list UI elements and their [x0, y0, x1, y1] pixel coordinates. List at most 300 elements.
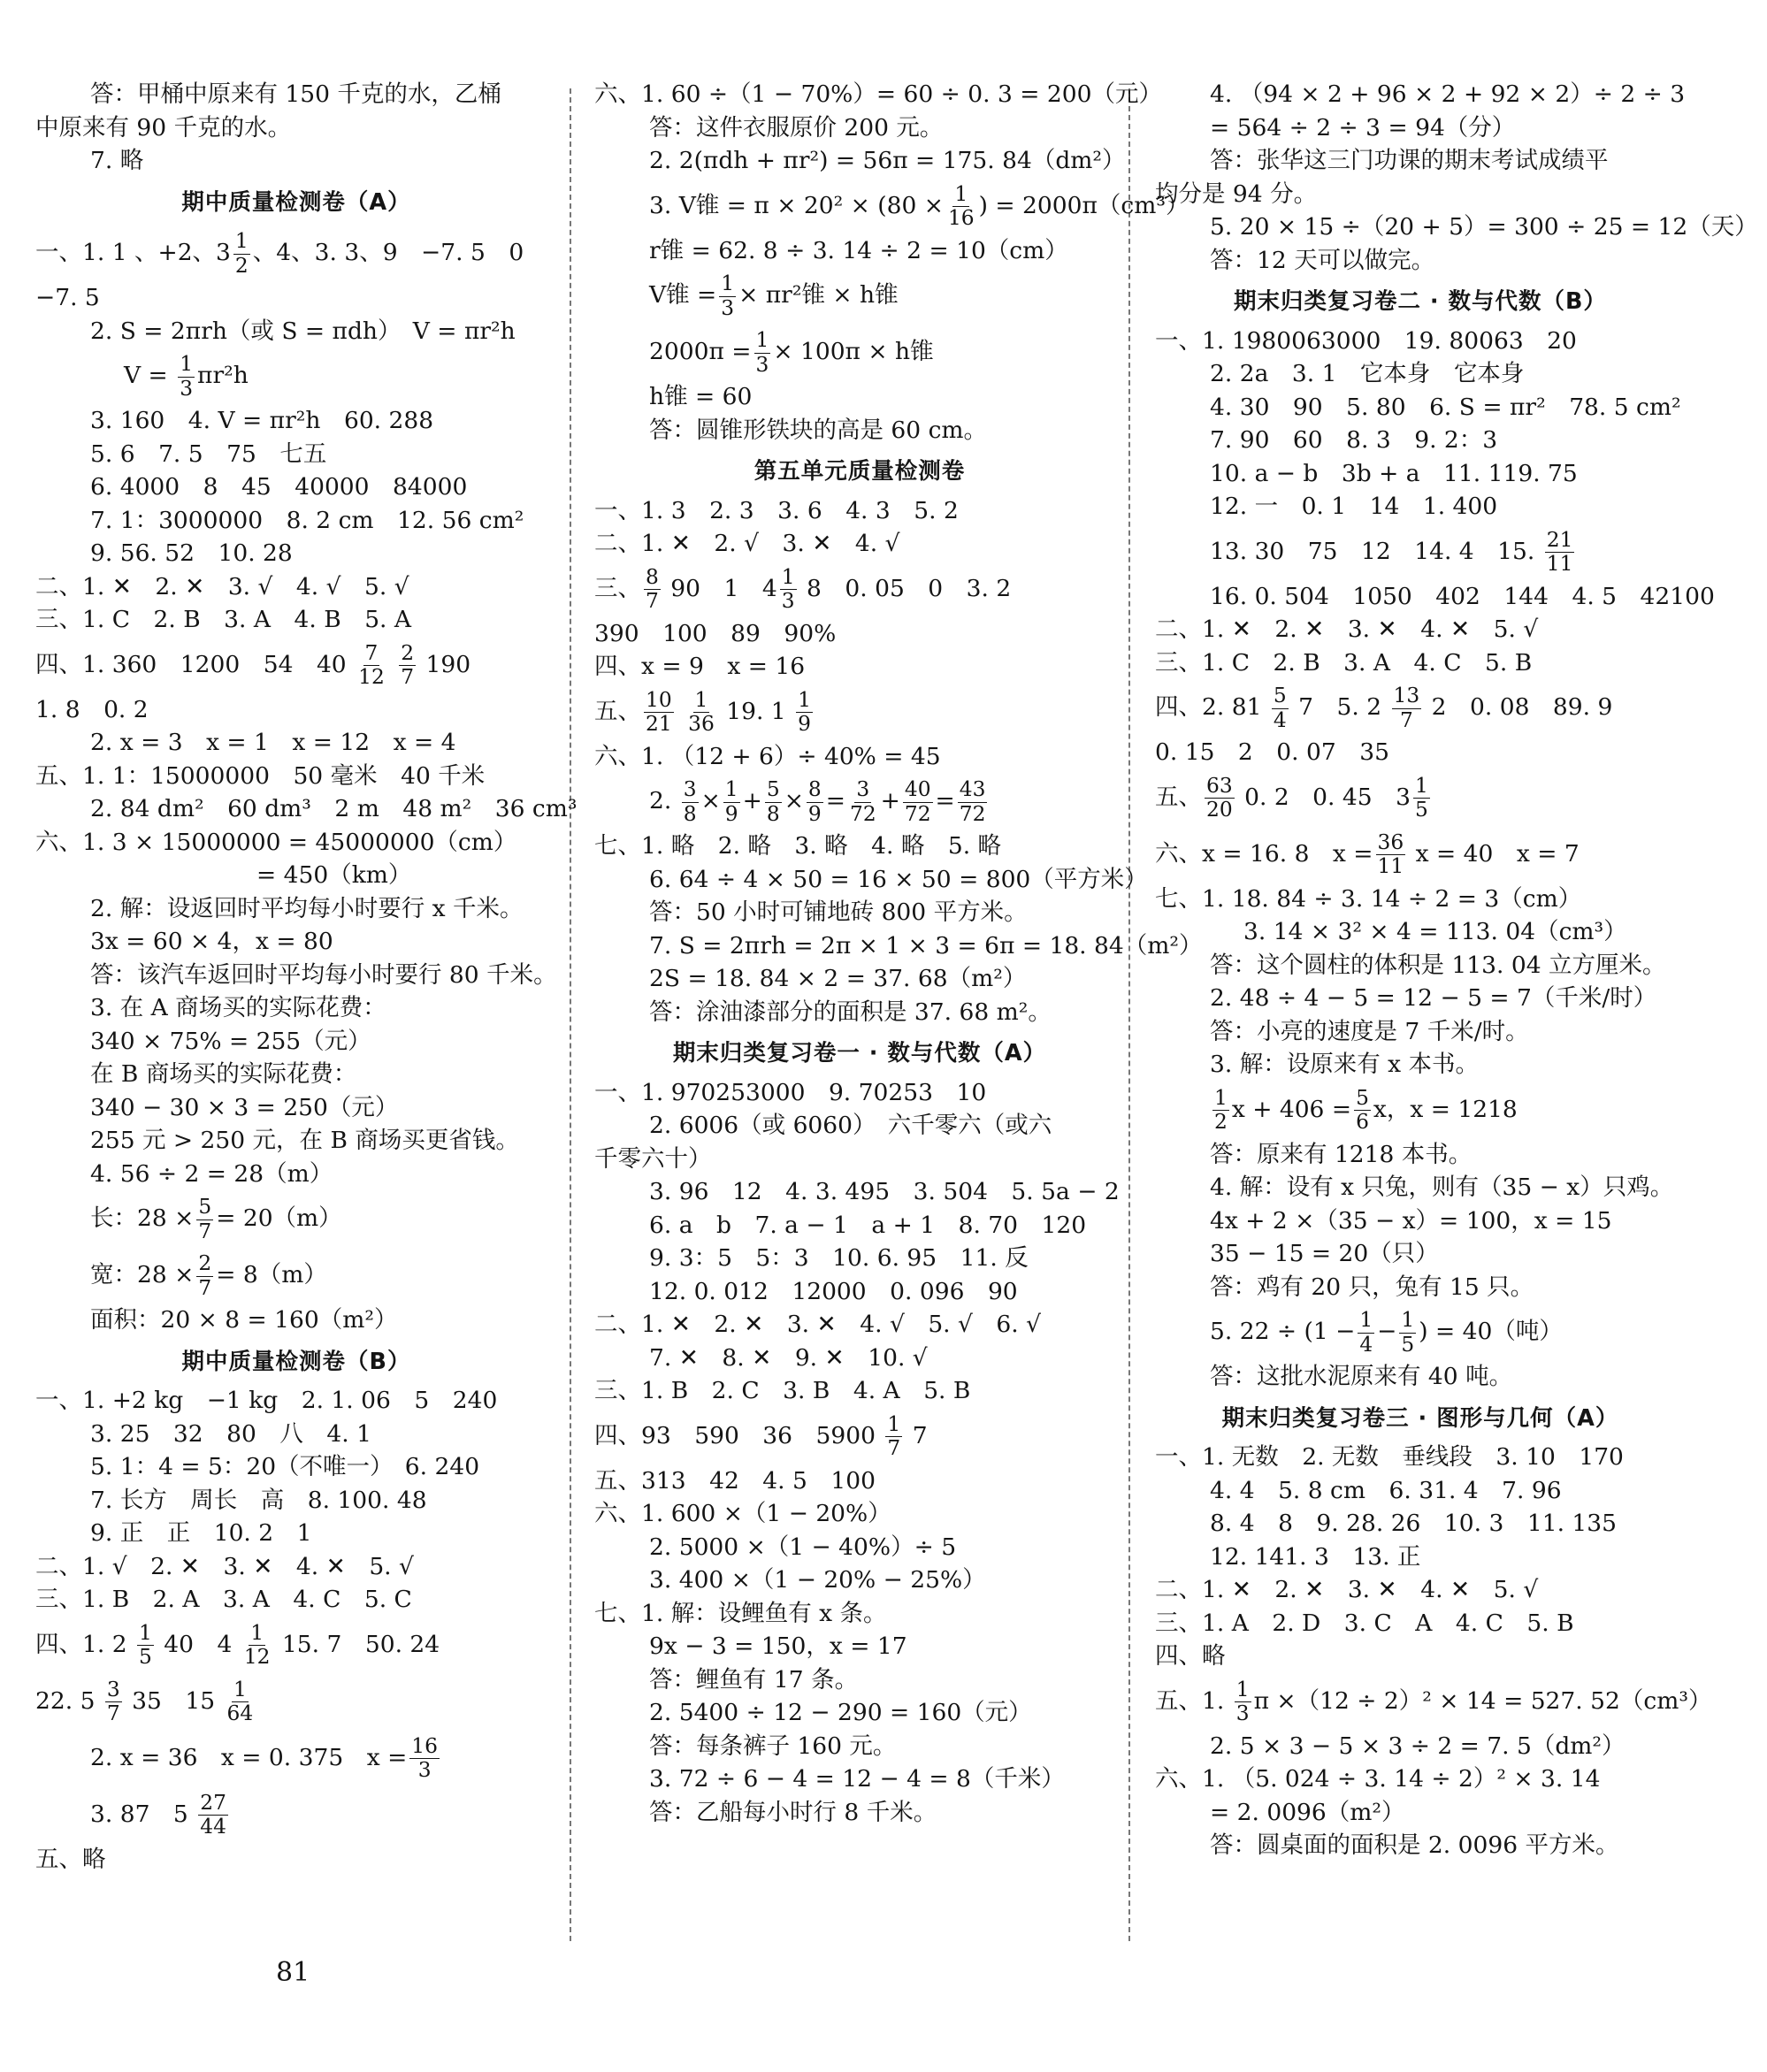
- fraction: [399, 642, 416, 689]
- fraction-denominator: 3: [180, 376, 194, 401]
- fraction: [1212, 1087, 1229, 1134]
- text-line: 4. 30 90 5. 80 6. S = πr² 78. 5 cm²: [1210, 393, 1681, 421]
- text-line: 答：12 天可以做完。: [1210, 246, 1435, 274]
- fraction-denominator: 20: [1206, 798, 1233, 822]
- fraction: [1358, 1309, 1374, 1356]
- text-line: 三、1. C 2. B 3. A 4. B 5. A: [35, 606, 412, 633]
- text-segment: × 100π × h锥: [773, 338, 934, 365]
- fraction-denominator: 5: [139, 1645, 152, 1669]
- fraction-denominator: 7: [198, 1275, 212, 1300]
- text-line: 9. 56. 52 10. 28: [90, 539, 293, 567]
- text-line: = 564 ÷ 2 ÷ 3 = 94（分）: [1210, 113, 1516, 141]
- answer-column-1: [35, 78, 578, 1876]
- text-line: = 450（km）: [256, 861, 412, 889]
- text-line: 二、1. ✕ 2. ✕ 3. ✕ 4. √ 5. √ 6. √: [594, 1311, 1042, 1338]
- text-line: 340 × 75% = 255（元）: [90, 1027, 371, 1055]
- text-line: 一、1. 970253000 9. 70253 10: [594, 1078, 987, 1106]
- text-line: 答：圆桌面的面积是 2. 0096 平方米。: [1210, 1831, 1619, 1859]
- text-line: 答：张华这三门功课的期末考试成绩平: [1210, 147, 1609, 174]
- text-line: 一、1. 3 2. 3 3. 6 4. 3 5. 2: [594, 496, 959, 524]
- text-segment: = 20（m）: [216, 1204, 342, 1232]
- text-segment: x = 40 x = 7: [1415, 839, 1580, 868]
- text-line: [594, 267, 1125, 324]
- text-line: 七、1. 18. 84 ÷ 3. 14 ÷ 2 = 3（cm）: [1155, 884, 1582, 913]
- text-segment: 三、: [594, 574, 641, 602]
- text-line: [35, 348, 557, 404]
- fraction: [198, 1792, 228, 1839]
- text-line: [594, 1408, 1125, 1464]
- text-line: 2. 5 × 3 − 5 × 3 ÷ 2 = 7. 5（dm²）: [1210, 1732, 1625, 1760]
- fraction-numerator: 21: [1546, 527, 1573, 552]
- text-segment: 2. x = 36 x = 0. 375 x =: [90, 1743, 408, 1771]
- fraction: [719, 272, 736, 319]
- text-line: 答：乙船每小时行 8 千米。: [649, 1798, 937, 1826]
- text-line: [1155, 826, 1686, 883]
- fraction: [356, 642, 386, 689]
- text-line: 答：原来有 1218 本书。: [1210, 1140, 1472, 1168]
- text-line: 均分是 94 分。: [1155, 180, 1318, 208]
- fraction-denominator: 3: [781, 589, 795, 613]
- text-line: 五、313 42 4. 5 100: [594, 1466, 876, 1495]
- fraction-numerator: 1: [954, 181, 968, 206]
- text-line: 5. 6 7. 5 75 七五: [90, 440, 327, 468]
- fraction-denominator: 7: [401, 665, 415, 689]
- fraction-denominator: 3: [721, 295, 735, 320]
- text-line: 面积：20 × 8 = 160（m²）: [90, 1306, 398, 1334]
- text-line: 一、1. +2 kg −1 kg 2. 1. 06 5 240: [35, 1387, 498, 1414]
- fraction-numerator: 1: [721, 271, 735, 296]
- text-segment: 四、93 590 36 5900: [594, 1421, 876, 1449]
- fraction: [1413, 775, 1430, 822]
- text-line: [594, 773, 1125, 830]
- text-line: 二、1. √ 2. ✕ 3. ✕ 4. ✕ 5. √: [35, 1552, 414, 1580]
- text-segment: πr²h: [197, 362, 249, 389]
- text-line: 答：这件衣服原价 200 元。: [649, 113, 944, 141]
- text-line: 答：50 小时可铺地砖 800 平方米。: [649, 898, 1028, 926]
- fraction: [1205, 775, 1235, 822]
- text-segment: = 8（m）: [216, 1261, 327, 1288]
- text-segment: 一、1. 1 、+2、3: [35, 239, 231, 266]
- text-line: 6. 4000 8 45 40000 84000: [90, 473, 468, 501]
- fraction: [196, 1196, 213, 1242]
- text-segment: +: [880, 787, 900, 814]
- text-line: −7. 5: [35, 284, 100, 311]
- text-line: 3. 14 × 3² × 4 = 113. 04（cm³）: [1243, 918, 1627, 945]
- fraction-numerator: 7: [364, 640, 379, 665]
- text-segment: 35 15: [132, 1686, 216, 1715]
- text-line: 1. 8 0. 2: [35, 695, 149, 723]
- fraction-numerator: 1: [180, 352, 194, 377]
- section-heading: 期末归类复习卷三 · 图形与几何（A）: [1221, 1404, 1619, 1432]
- text-segment: −: [1377, 1318, 1397, 1345]
- text-segment: 五、: [1155, 783, 1202, 811]
- text-line: 2. 5000 ×（1 − 40%）÷ 5: [649, 1533, 957, 1561]
- fraction-numerator: 5: [198, 1195, 212, 1219]
- text-line: 4. 解：设有 x 只兔，则有（35 − x）只鸡。: [1210, 1174, 1674, 1201]
- text-line: 35 − 15 = 20（只）: [1210, 1240, 1439, 1267]
- column-divider-left: [570, 88, 571, 1941]
- text-line: 六、1. （12 + 6）÷ 40% = 45: [594, 742, 941, 770]
- fraction-numerator: 5: [766, 777, 780, 802]
- text-line: 4. （94 × 2 + 96 × 2 + 92 × 2）÷ 2 ÷ 3: [1210, 80, 1686, 108]
- fraction-numerator: 1: [250, 1620, 264, 1645]
- fraction: [1354, 1087, 1371, 1134]
- text-line: 3. 在 A 商场买的实际花费：: [90, 994, 386, 1021]
- text-segment: × πr²锥 × h锥: [738, 281, 899, 309]
- text-line: 七、1. 略 2. 略 3. 略 4. 略 5. 略: [594, 832, 1002, 860]
- fraction: [807, 778, 823, 825]
- text-segment: 2000π =: [649, 338, 752, 365]
- text-line: 3. 解：设原来有 x 本书。: [1210, 1051, 1479, 1078]
- fraction-denominator: 7: [1399, 707, 1413, 732]
- text-line: 3x = 60 × 4，x = 80: [90, 928, 333, 955]
- text-segment: 22. 5: [35, 1686, 96, 1715]
- text-line: 答：鲤鱼有 17 条。: [649, 1665, 859, 1694]
- text-line: [594, 684, 1125, 740]
- text-line: 六、1. 60 ÷（1 − 70%）= 60 ÷ 0. 3 = 200（元）: [594, 80, 1162, 108]
- text-line: 六、1. （5. 024 ÷ 3. 14 ÷ 2）² × 3. 14: [1155, 1765, 1601, 1793]
- text-line: 2. 5400 ÷ 12 − 290 = 160（元）: [649, 1699, 1032, 1726]
- text-segment: ) = 2000π（cm³）: [978, 191, 1189, 219]
- fraction-denominator: 3: [1235, 1701, 1250, 1725]
- text-line: [594, 561, 1125, 617]
- text-line: 二、1. ✕ 2. ✕ 3. ✕ 4. ✕ 5. √: [1155, 1576, 1539, 1603]
- fraction-denominator: 72: [959, 801, 986, 826]
- section-heading: 期中质量检测卷（B）: [181, 1348, 411, 1375]
- text-line: 12. 0. 012 12000 0. 096 90: [649, 1277, 1018, 1305]
- fraction-denominator: 7: [198, 1219, 212, 1243]
- fraction: [1545, 529, 1575, 576]
- fraction: [409, 1735, 440, 1782]
- text-line: 答：这批水泥原来有 40 吨。: [1210, 1363, 1513, 1390]
- fraction-numerator: 43: [959, 777, 986, 802]
- text-segment: 五、1.: [1155, 1686, 1225, 1715]
- section-heading: 期末归类复习卷一 · 数与代数（A）: [672, 1040, 1047, 1067]
- fraction-denominator: 3: [755, 352, 769, 377]
- text-line: [35, 1673, 557, 1730]
- text-line: 五、1. 1：15000000 50 毫米 40 千米: [35, 761, 486, 790]
- text-line: 答：甲桶中原来有 150 千克的水，乙桶: [90, 80, 501, 108]
- text-line: 3. 25 32 80 八 4. 1: [90, 1419, 371, 1448]
- text-segment: 四、1. 360 1200 54 40: [35, 650, 347, 678]
- fraction-numerator: 27: [200, 1790, 226, 1815]
- text-line: 12. 一 0. 1 14 1. 400: [1210, 493, 1498, 520]
- fraction-numerator: 3: [106, 1677, 120, 1701]
- text-segment: ×: [784, 787, 804, 814]
- fraction: [644, 566, 661, 613]
- text-line: 390 100 89 90%: [594, 619, 837, 647]
- text-line: 7. 略: [90, 147, 144, 174]
- text-segment: 19. 1: [726, 697, 786, 725]
- text-line: 12. 141. 3 13. 正: [1210, 1542, 1421, 1571]
- fraction-denominator: 11: [1377, 854, 1404, 878]
- text-line: 2. 2(πdh + πr²) = 56π = 175. 84（dm²）: [649, 147, 1126, 174]
- fraction: [723, 778, 740, 825]
- text-line: 答：每条裤子 160 元。: [649, 1732, 897, 1760]
- fraction: [686, 689, 716, 736]
- text-line: 7. 1：3000000 8. 2 cm 12. 56 cm²: [90, 506, 524, 534]
- fraction-numerator: 2: [198, 1251, 212, 1276]
- fraction: [1399, 1309, 1416, 1356]
- text-line: 千零六十）: [594, 1144, 712, 1173]
- fraction: [1272, 684, 1289, 731]
- fraction-denominator: 6: [1356, 1110, 1369, 1134]
- fraction-numerator: 1: [233, 1677, 247, 1701]
- fraction-numerator: 1: [234, 229, 249, 254]
- text-segment: ) = 40（吨）: [1419, 1318, 1563, 1345]
- text-segment: 2.: [649, 787, 672, 814]
- fraction-denominator: 16: [947, 206, 975, 230]
- text-segment: 15. 7 50. 24: [281, 1630, 440, 1658]
- fraction: [1376, 831, 1406, 878]
- text-line: [35, 1730, 557, 1786]
- text-line: 2S = 18. 84 × 2 = 37. 68（m²）: [649, 965, 1027, 992]
- text-line: 一、1. 无数 2. 无数 垂线段 3. 10 170: [1155, 1443, 1624, 1471]
- fraction-numerator: 1: [1401, 1308, 1415, 1333]
- text-line: = 2. 0096（m²）: [1210, 1798, 1405, 1826]
- fraction: [196, 1252, 213, 1299]
- fraction-numerator: 5: [1273, 684, 1287, 708]
- text-line: 8. 4 8 9. 28. 26 10. 3 11. 135: [1210, 1510, 1617, 1537]
- fraction-numerator: 1: [694, 687, 708, 712]
- fraction-numerator: 1: [781, 564, 795, 589]
- text-line: 7. S = 2πrh = 2π × 1 × 3 = 6π = 18. 84（m²）: [649, 931, 1203, 960]
- text-line: 10. a − b 3b + a 11. 119. 75: [1210, 459, 1578, 487]
- fraction: [958, 778, 988, 825]
- text-segment: 90 1 4: [670, 574, 777, 602]
- fraction: [644, 689, 674, 736]
- text-line: 3. 400 ×（1 − 20% − 25%）: [649, 1566, 986, 1594]
- text-segment: 四、1. 2: [35, 1630, 127, 1658]
- text-segment: ×: [700, 787, 721, 814]
- fraction: [754, 329, 771, 376]
- fraction-numerator: 40: [904, 777, 931, 802]
- fraction-denominator: 9: [724, 801, 738, 826]
- text-line: 0. 15 2 0. 07 35: [1155, 738, 1389, 766]
- fraction-denominator: 5: [1401, 1332, 1415, 1357]
- fraction-denominator: 5: [1414, 798, 1428, 822]
- fraction-numerator: 36: [1377, 830, 1404, 854]
- fraction-numerator: 2: [401, 640, 415, 665]
- text-line: 7. 90 60 8. 3 9. 2：3: [1210, 426, 1498, 454]
- text-segment: 长：28 ×: [90, 1204, 195, 1232]
- text-line: 一、1. 1980063000 19. 80063 20: [1155, 326, 1577, 355]
- text-line: 六、1. 600 ×（1 − 20%）: [594, 1500, 891, 1527]
- text-line: 二、1. ✕ 2. ✕ 3. ✕ 4. ✕ 5. √: [1155, 615, 1539, 643]
- text-line: 答：鸡有 20 只，兔有 15 只。: [1210, 1273, 1534, 1301]
- text-line: 3. 160 4. V = πr²h 60. 288: [90, 407, 434, 434]
- column-divider-right: [1128, 88, 1130, 1941]
- fraction-denominator: 8: [766, 801, 780, 826]
- fraction-denominator: 44: [200, 1815, 226, 1839]
- text-segment: 六、x = 16. 8 x =: [1155, 839, 1373, 868]
- fraction-numerator: 1: [755, 328, 769, 353]
- text-line: 在 B 商场买的实际花费：: [90, 1060, 357, 1088]
- text-line: 三、1. B 2. A 3. A 4. C 5. C: [35, 1586, 412, 1613]
- fraction-denominator: 7: [646, 589, 659, 613]
- text-segment: 13. 30 75 12 14. 4 15.: [1210, 537, 1535, 565]
- text-line: 答：这个圆柱的体积是 113. 04 立方厘米。: [1210, 951, 1666, 979]
- text-segment: 8 0. 05 0 3. 2: [807, 574, 1012, 602]
- fraction-numerator: 63: [1206, 773, 1233, 798]
- fraction-denominator: 3: [417, 1758, 432, 1782]
- fraction-denominator: 11: [1546, 552, 1573, 576]
- text-segment: 7: [912, 1421, 928, 1449]
- fraction-numerator: 1: [1414, 773, 1428, 798]
- text-segment: 四、2. 81: [1155, 693, 1262, 721]
- fraction-denominator: 9: [807, 801, 822, 826]
- fraction-numerator: 13: [1393, 684, 1420, 708]
- text-line: 2. 2a 3. 1 它本身 它本身: [1210, 360, 1525, 387]
- text-line: 答：该汽车返回时平均每小时要行 80 千米。: [90, 960, 557, 989]
- text-segment: 、4、3. 3、9 −7. 5 0: [252, 239, 524, 266]
- fraction: [105, 1678, 122, 1725]
- text-line: r锥 = 62. 8 ÷ 3. 14 ÷ 2 = 10（cm）: [649, 236, 1068, 264]
- fraction-numerator: 3: [856, 777, 870, 802]
- text-segment: 0. 2 0. 45 3: [1244, 783, 1411, 811]
- text-line: 答：小亮的速度是 7 千米/时。: [1210, 1017, 1529, 1045]
- fraction-denominator: 9: [798, 712, 811, 736]
- text-line: 2. 84 dm² 60 dm³ 2 m 48 m² 36 cm³: [90, 795, 578, 822]
- answer-column-3: [1155, 78, 1758, 1862]
- text-line: 4x + 2 ×（35 − x）= 100，x = 15: [1210, 1206, 1612, 1235]
- section-heading: 期中质量检测卷（A）: [181, 188, 411, 216]
- fraction: [242, 1622, 272, 1669]
- fraction-denominator: 72: [849, 801, 876, 826]
- fraction-denominator: 12: [243, 1645, 271, 1669]
- text-line: 4. 4 5. 8 cm 6. 31. 4 7. 96: [1210, 1476, 1562, 1504]
- text-line: 三、1. C 2. B 3. A 4. C 5. B: [1155, 648, 1533, 677]
- text-segment: 3. 87 5: [90, 1800, 188, 1828]
- fraction-denominator: 7: [106, 1701, 120, 1725]
- fraction: [848, 778, 878, 825]
- fraction-denominator: 4: [1273, 707, 1287, 732]
- fraction: [682, 778, 699, 825]
- fraction-numerator: 1: [1214, 1085, 1228, 1110]
- text-line: [1155, 769, 1686, 826]
- text-line: 七、1. 解：设鲤鱼有 x 条。: [594, 1599, 887, 1627]
- text-segment: x + 406 =: [1231, 1095, 1352, 1123]
- text-segment: +: [742, 787, 762, 814]
- text-line: 6. 64 ÷ 4 × 50 = 16 × 50 = 800（平方米）: [649, 865, 1148, 893]
- text-line: [35, 1247, 557, 1304]
- text-line: [1155, 1304, 1686, 1360]
- text-line: 中原来有 90 千克的水。: [35, 113, 292, 141]
- fraction-numerator: 1: [1359, 1308, 1373, 1333]
- text-line: 二、1. ✕ 2. ✕ 3. √ 4. √ 5. √: [35, 572, 409, 600]
- text-segment: 3. V锥 = π × 20² × (80 ×: [649, 191, 944, 219]
- fraction: [885, 1413, 902, 1460]
- text-line: [35, 637, 557, 693]
- text-line: [35, 225, 557, 281]
- text-segment: V =: [124, 362, 176, 389]
- text-line: 2. 48 ÷ 4 − 5 = 12 − 5 = 7（千米/时）: [1210, 984, 1657, 1012]
- text-line: 四、x = 9 x = 16: [594, 653, 806, 680]
- section-heading: 期末归类复习卷二 · 数与代数（B）: [1234, 288, 1607, 315]
- text-line: 9. 3：5 5：3 10. 6. 95 11. 反: [649, 1244, 1029, 1272]
- text-segment: 宽：28 ×: [90, 1261, 195, 1288]
- fraction-denominator: 7: [887, 1436, 901, 1460]
- fraction-denominator: 2: [1214, 1110, 1228, 1134]
- text-segment: 5. 22 ÷ (1 −: [1210, 1318, 1356, 1345]
- text-line: [1155, 1082, 1686, 1138]
- text-line: 二、1. ✕ 2. √ 3. ✕ 4. √: [594, 530, 900, 557]
- text-line: 255 元 > 250 元，在 B 商场买更省钱。: [90, 1127, 519, 1154]
- text-line: 答：圆锥形铁块的高是 60 cm。: [649, 416, 988, 444]
- fraction-numerator: 1: [887, 1411, 901, 1436]
- text-line: 9x − 3 = 150，x = 17: [649, 1632, 907, 1660]
- fraction-numerator: 1: [798, 687, 811, 712]
- text-segment: 190: [425, 650, 471, 678]
- text-line: 16. 0. 504 1050 402 144 4. 5 42100: [1210, 582, 1715, 610]
- fraction-denominator: 64: [226, 1701, 254, 1725]
- fraction-numerator: 1: [1235, 1677, 1250, 1701]
- text-line: [594, 324, 1125, 380]
- text-line: [1155, 1673, 1712, 1730]
- text-segment: x，x = 1218: [1373, 1095, 1518, 1123]
- text-segment: π ×（12 ÷ 2）² × 14 = 527. 52（cm³）: [1253, 1686, 1712, 1715]
- text-segment: =: [935, 787, 955, 814]
- fraction-denominator: 36: [688, 712, 715, 736]
- fraction: [946, 183, 976, 230]
- fraction-numerator: 8: [807, 777, 822, 802]
- fraction-numerator: 8: [646, 564, 659, 589]
- fraction-numerator: 5: [1356, 1085, 1369, 1110]
- fraction-numerator: 1: [724, 777, 738, 802]
- fraction: [178, 353, 195, 400]
- fraction-numerator: 16: [411, 1733, 438, 1758]
- fraction-denominator: 12: [358, 665, 385, 689]
- fraction: [796, 689, 813, 736]
- fraction-denominator: 72: [904, 801, 931, 826]
- text-line: [1155, 524, 1686, 580]
- text-line: 2. x = 3 x = 1 x = 12 x = 4: [90, 729, 456, 756]
- text-line: 7. ✕ 8. ✕ 9. ✕ 10. √: [649, 1343, 928, 1372]
- fraction: [1392, 684, 1422, 731]
- text-segment: 7 5. 2: [1298, 693, 1382, 721]
- text-line: 四、略: [1155, 1642, 1226, 1670]
- fraction: [765, 778, 782, 825]
- fraction: [233, 230, 250, 277]
- text-line: 三、1. A 2. D 3. C A 4. C 5. B: [1155, 1609, 1574, 1637]
- text-line: 五、略: [35, 1845, 106, 1873]
- text-segment: =: [825, 787, 845, 814]
- fraction-denominator: 21: [646, 712, 672, 736]
- text-line: [35, 1190, 557, 1247]
- fraction: [903, 778, 933, 825]
- text-line: [594, 178, 1189, 234]
- text-line: 三、1. B 2. C 3. B 4. A 5. B: [594, 1377, 971, 1404]
- text-line: 3. 72 ÷ 6 − 4 = 12 − 4 = 8（千米）: [649, 1765, 1065, 1793]
- text-line: h锥 = 60: [649, 383, 753, 410]
- text-line: 5. 1：4 = 5：20（不唯一） 6. 240: [90, 1453, 480, 1480]
- text-line: 7. 长方 周长 高 8. 100. 48: [90, 1486, 427, 1514]
- text-line: 2. 6006（或 6060） 六千零六（或六: [649, 1112, 1052, 1139]
- text-line: 5. 20 × 15 ÷（20 + 5）= 300 ÷ 25 = 12（天）: [1210, 213, 1758, 241]
- page-number: 81: [276, 1957, 310, 1988]
- text-line: 4. 56 ÷ 2 = 28（m）: [90, 1159, 333, 1188]
- text-line: 答：涂油漆部分的面积是 37. 68 m²。: [649, 998, 1052, 1026]
- fraction-denominator: 4: [1359, 1332, 1373, 1357]
- text-line: 6. a b 7. a − 1 a + 1 8. 70 120: [649, 1211, 1087, 1239]
- text-line: 9. 正 正 10. 2 1: [90, 1519, 312, 1547]
- text-segment: 2 0. 08 89. 9: [1431, 693, 1613, 721]
- fraction-denominator: 8: [683, 801, 697, 826]
- text-line: 2. 解：设返回时平均每小时要行 x 千米。: [90, 894, 524, 922]
- section-heading: 第五单元质量检测卷: [753, 458, 966, 485]
- text-line: [35, 1786, 557, 1843]
- text-line: [1155, 679, 1686, 736]
